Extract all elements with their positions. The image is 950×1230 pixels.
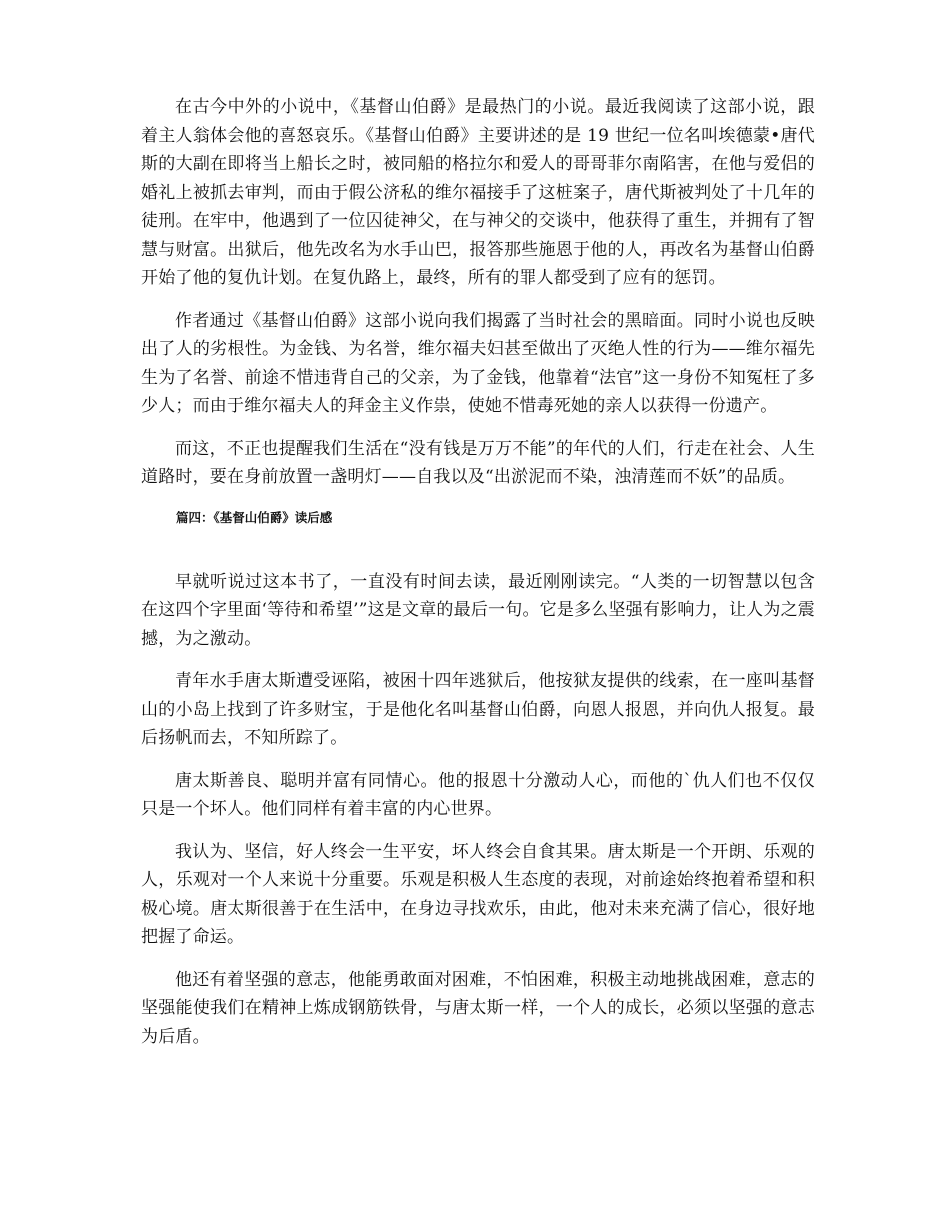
- document-body: [141, 93, 815, 1065]
- paragraph-character: 唐太斯善良、聪明并富有同情心。他的报恩十分激动人心，而他的`仇人们也不仅仅只是一个坏人。他们同样有着丰富的内心世界。: [141, 770, 815, 819]
- paragraph-wait-and-hope: 早就听说过这本书了，一直没有时间去读，最近刚刚读完。“人类的一切智慧以包含在这四个字里面‘等待和希望’”这是文章的最后一句。它是多么坚强有影响力，让人为之震撼，为之激动。: [141, 571, 815, 649]
- paragraph-plot-summary: 在古今中外的小说中，《基督山伯爵》是最热门的小说。最近我阅读了这部小说，跟着主人翁体会他的喜怒哀乐。《基督山伯爵》主要讲述的是 19 世纪一位名叫埃德蒙•唐代斯的大副在即将当上船长之时，被同船的格拉尔和爱人的哥哥菲尔南陷害，在他与爱侣的婚礼上被抓去审判，而由于假公济私的维尔福接手了这桩案子，唐代斯被判处了十几年的徒刑。在牢中，他遇到了一位囚徒神父，在与神父的交谈中，他获得了重生，并拥有了智慧与财富。出狱后，他先改名为水手山巴，报答那些施恩于他的人，再改名为基督山伯爵开始了他的复仇计划。在复仇路上，最终，所有的罪人都受到了应有的惩罚。: [141, 97, 815, 288]
- paragraph-reflection: 而这，不正也提醒我们生活在“没有钱是万万不能”的年代的人们，行走在社会、人生道路时，要在身前放置一盏明灯——自我以及“出淤泥而不染，浊清莲而不妖”的品质。: [141, 438, 815, 487]
- paragraph-willpower: 他还有着坚强的意志，他能勇敢面对困难，不怕困难，积极主动地挑战困难，意志的坚强能使我们在精神上炼成钢筋铁骨，与唐太斯一样，一个人的成长，必须以坚强的意志为后盾。: [141, 969, 815, 1047]
- paragraph-story-outline: 青年水手唐太斯遭受诬陷，被困十四年逃狱后，他按狱友提供的线索，在一座叫基督山的小岛上找到了许多财宝，于是他化名叫基督山伯爵，向恩人报恩，并向仇人报复。最后扬帆而去，不知所踪了。: [141, 671, 815, 748]
- paragraph-social-critique: 作者通过《基督山伯爵》这部小说向我们揭露了当时社会的黑暗面。同时小说也反映出了人的劣根性。为金钱、为名誉，维尔福夫妇甚至做出了灭绝人性的行为——维尔福先生为了名誉、前途不惜违背自己的父亲，为了金钱，他靠着“法官”这一身份不知冤枉了多少人；而由于维尔福夫人的拜金主义作祟，使她不惜毒死她的亲人以获得一份遗产。: [141, 310, 815, 416]
- section-heading: 篇四：《基督山伯爵》读后感: [176, 509, 333, 525]
- paragraph-optimism: 我认为、坚信，好人终会一生平安，坏人终会自食其果。唐太斯是一个开朗、乐观的人，乐观对一个人来说十分重要。乐观是积极人生态度的表现，对前途始终抱着希望和积极心境。唐太斯很善于在生活中，在身边寻找欢乐，由此，他对未来充满了信心，很好地把握了命运。: [141, 841, 815, 947]
